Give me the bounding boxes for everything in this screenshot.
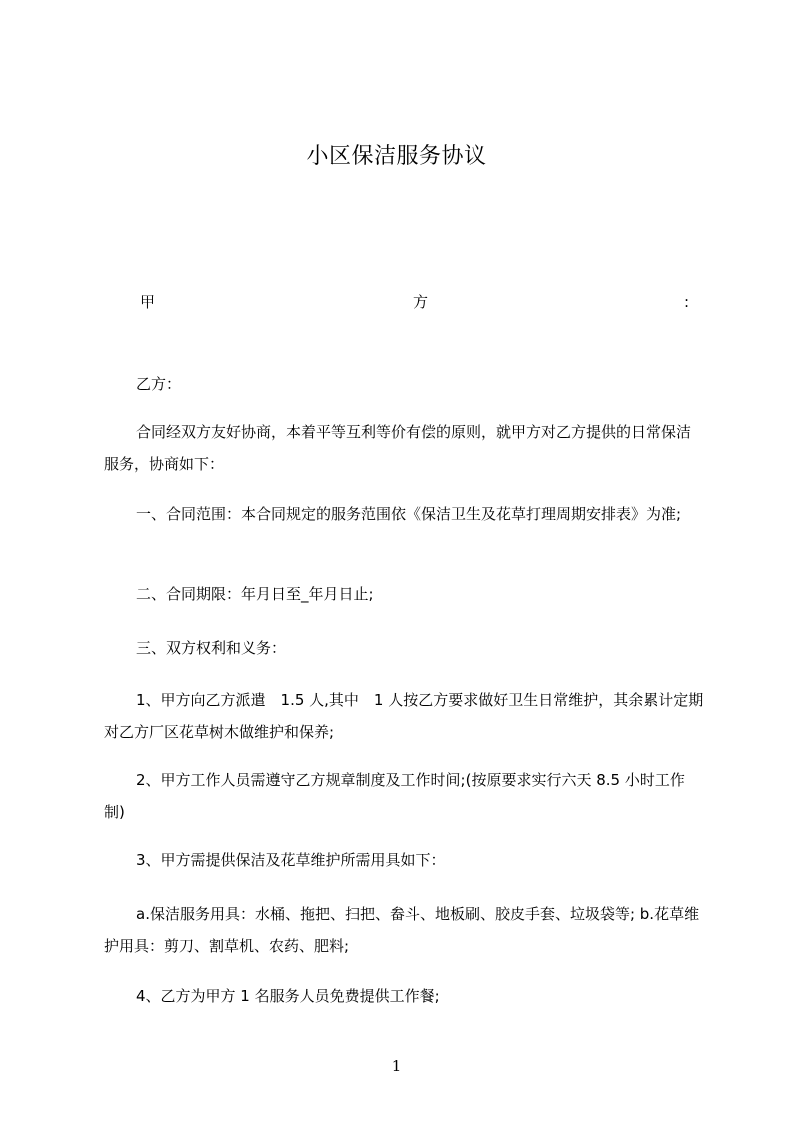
item4-paragraph: 4、乙方为甲方 1 名服务人员免费提供工作餐;: [136, 987, 440, 1005]
item3-detail-paragraph: a.保洁服务用具：水桶、拖把、扫把、畚斗、地板刷、胶皮手套、垃圾袋等; b.花草维护用具：剪刀、割草机、农药、肥料;: [104, 905, 700, 955]
document-title: 小区保洁服务协议: [306, 144, 487, 169]
term-paragraph: 二、合同期限：年月日至_年月日止;: [136, 585, 374, 603]
item2-paragraph: 2、甲方工作人员需遵守乙方规章制度及工作时间;(按原要求实行六天 8.5 小时工作制): [104, 771, 685, 821]
party-a-label-char1: 甲: [140, 293, 156, 311]
party-a-label-char2: 方: [413, 293, 429, 311]
item3-paragraph: 3、甲方需提供保洁及花草维护所需用具如下：: [136, 851, 446, 869]
intro-paragraph: 合同经双方友好协商，本着平等互利等价有偿的原则，就甲方对乙方提供的日常保洁服务，协商如下：: [104, 423, 692, 473]
party-b-line: 乙方：: [136, 375, 182, 393]
party-a-colon: :: [684, 293, 690, 311]
scope-paragraph: 一、合同范围：本合同规定的服务范围依《保洁卫生及花草打理周期安排表》为准;: [136, 505, 682, 523]
rights-heading: 三、双方权利和义务：: [136, 639, 287, 657]
party-a-line: [104, 290, 694, 314]
item1-paragraph: 1、甲方向乙方派遣 1.5 人,其中 1 人按乙方要求做好卫生日常维护，其余累计定期对乙方厂区花草树木做维护和保养;: [104, 691, 704, 741]
page-number: 1: [391, 1057, 402, 1075]
